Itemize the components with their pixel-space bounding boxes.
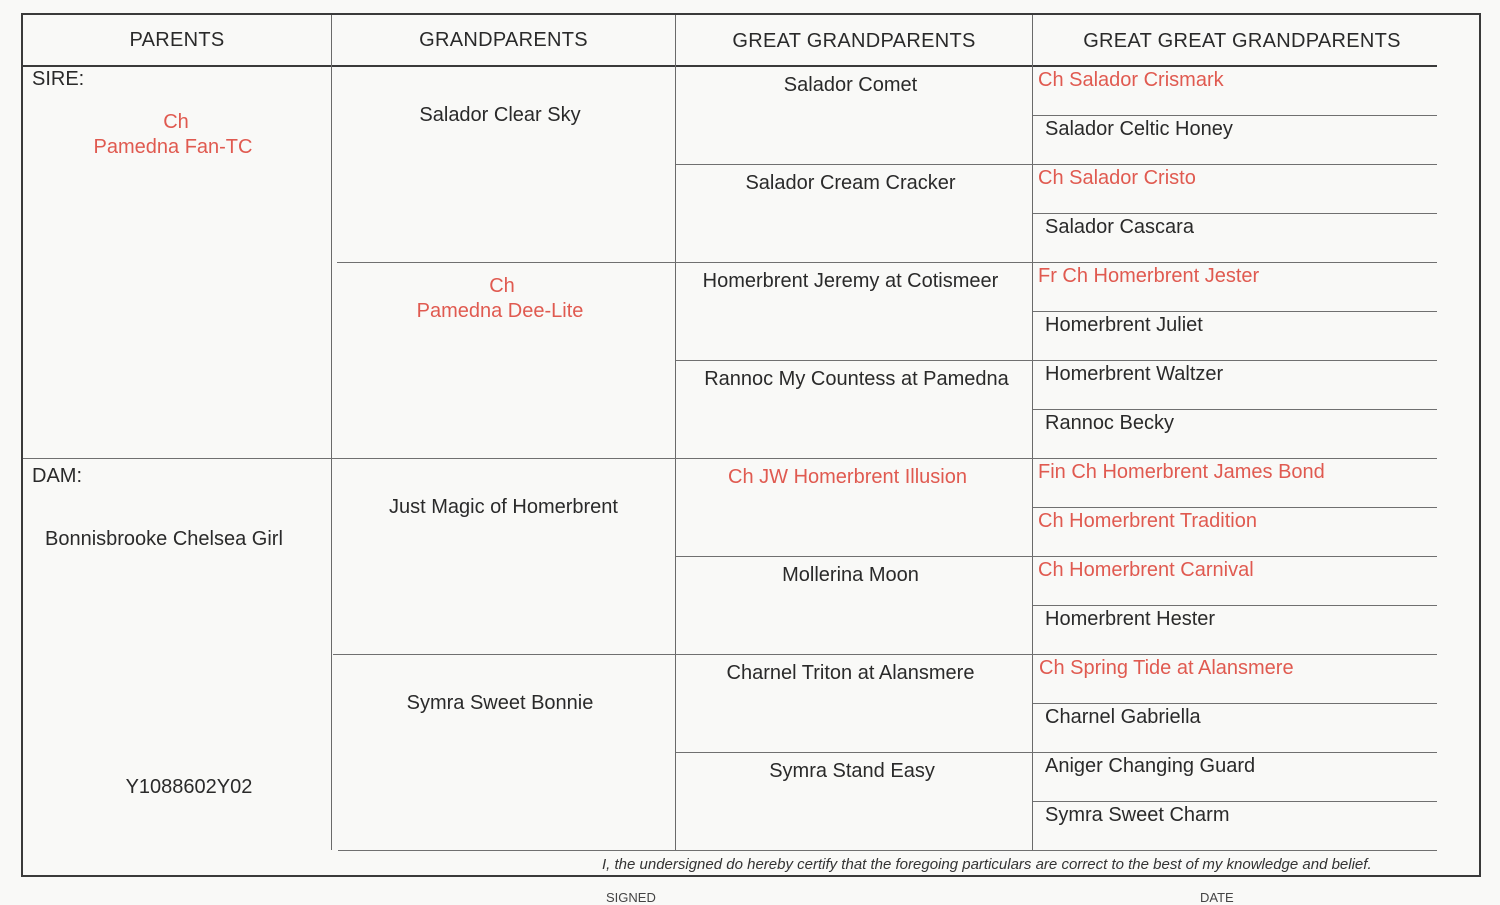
ggp-name: Homerbrent Waltzer — [1045, 363, 1224, 385]
column-divider-parents — [331, 15, 332, 850]
ggp-name: Fin Ch Homerbrent James Bond — [1038, 461, 1325, 483]
header-parents: PARENTS — [129, 29, 225, 51]
column-divider-grandparents — [675, 15, 676, 850]
grandparent-name: Just Magic of Homerbrent — [389, 496, 618, 518]
header-great-great-grandparents: GREAT GREAT GRANDPARENTS — [1083, 30, 1401, 52]
header-great-grandparents: GREAT GRANDPARENTS — [732, 30, 976, 52]
ggp-name: Aniger Changing Guard — [1045, 755, 1256, 777]
table-bottom-line — [338, 850, 1437, 851]
ggp-name: Salador Celtic Honey — [1045, 118, 1233, 140]
grandparent-name: Symra Sweet Bonnie — [406, 692, 594, 714]
great-grandparent-name: Symra Stand Easy — [769, 760, 935, 782]
ggp-name: Symra Sweet Charm — [1045, 804, 1230, 826]
great-grandparent-divider-7 — [676, 752, 1437, 753]
grandparent-name: Salador Clear Sky — [419, 104, 581, 126]
ggp-name: Ch Homerbrent Tradition — [1038, 510, 1257, 532]
ggp-divider — [1033, 703, 1437, 704]
grandparent-title: Ch — [489, 275, 515, 297]
ggp-divider — [1033, 801, 1437, 802]
header-grandparents: GRANDPARENTS — [419, 29, 588, 51]
ggp-name: Ch Salador Cristo — [1038, 167, 1196, 189]
ggp-divider — [1033, 507, 1437, 508]
ggp-name: Rannoc Becky — [1045, 412, 1174, 434]
great-grandparent-name: Ch JW Homerbrent Illusion — [728, 466, 967, 488]
sire-label: SIRE: — [32, 68, 85, 90]
great-grandparent-divider-1 — [676, 164, 1437, 165]
sire-title: Ch — [163, 111, 189, 133]
great-grandparent-name: Charnel Triton at Alansmere — [726, 662, 975, 684]
ggp-divider — [1033, 115, 1437, 116]
certification-statement: I, the undersigned do hereby certify that the foregoing particulars are correct to the best of my knowledge and belief. — [602, 856, 1372, 873]
great-grandparent-name: Rannoc My Countess at Pamedna — [704, 368, 1009, 390]
great-grandparent-divider-5 — [676, 556, 1437, 557]
ggp-name: Fr Ch Homerbrent Jester — [1038, 265, 1260, 287]
grandparent-name: Pamedna Dee-Lite — [416, 300, 584, 322]
great-grandparent-name: Salador Cream Cracker — [745, 172, 956, 194]
ggp-name: Salador Cascara — [1045, 216, 1194, 238]
ggp-name: Ch Homerbrent Carnival — [1038, 559, 1254, 581]
grandparent-divider-1 — [337, 262, 1437, 263]
ggp-name: Homerbrent Juliet — [1045, 314, 1203, 336]
great-grandparent-name: Homerbrent Jeremy at Cotismeer — [702, 270, 999, 292]
great-grandparent-divider-3 — [676, 360, 1437, 361]
dam-label: DAM: — [32, 465, 82, 487]
ggp-divider — [1033, 409, 1437, 410]
ggp-divider — [1033, 311, 1437, 312]
ggp-name: Homerbrent Hester — [1045, 608, 1216, 630]
grandparent-divider-3 — [333, 654, 1437, 655]
signed-label: SIGNED — [606, 890, 656, 905]
header-divider — [23, 65, 1437, 67]
ggp-divider — [1033, 605, 1437, 606]
ggp-divider — [1033, 213, 1437, 214]
great-grandparent-name: Mollerina Moon — [782, 564, 919, 586]
ggp-name: Charnel Gabriella — [1045, 706, 1201, 728]
ggp-name: Ch Salador Crismark — [1038, 69, 1224, 91]
column-divider-great-grandparents — [1032, 15, 1033, 850]
sire-dam-divider — [23, 458, 1437, 459]
ggp-name: Ch Spring Tide at Alansmere — [1039, 657, 1294, 679]
date-label: DATE — [1200, 890, 1234, 905]
dam-name: Bonnisbrooke Chelsea Girl — [45, 528, 283, 550]
registration-number: Y1088602Y02 — [125, 776, 253, 798]
great-grandparent-name: Salador Comet — [783, 74, 918, 96]
sire-name: Pamedna Fan-TC — [93, 136, 253, 158]
